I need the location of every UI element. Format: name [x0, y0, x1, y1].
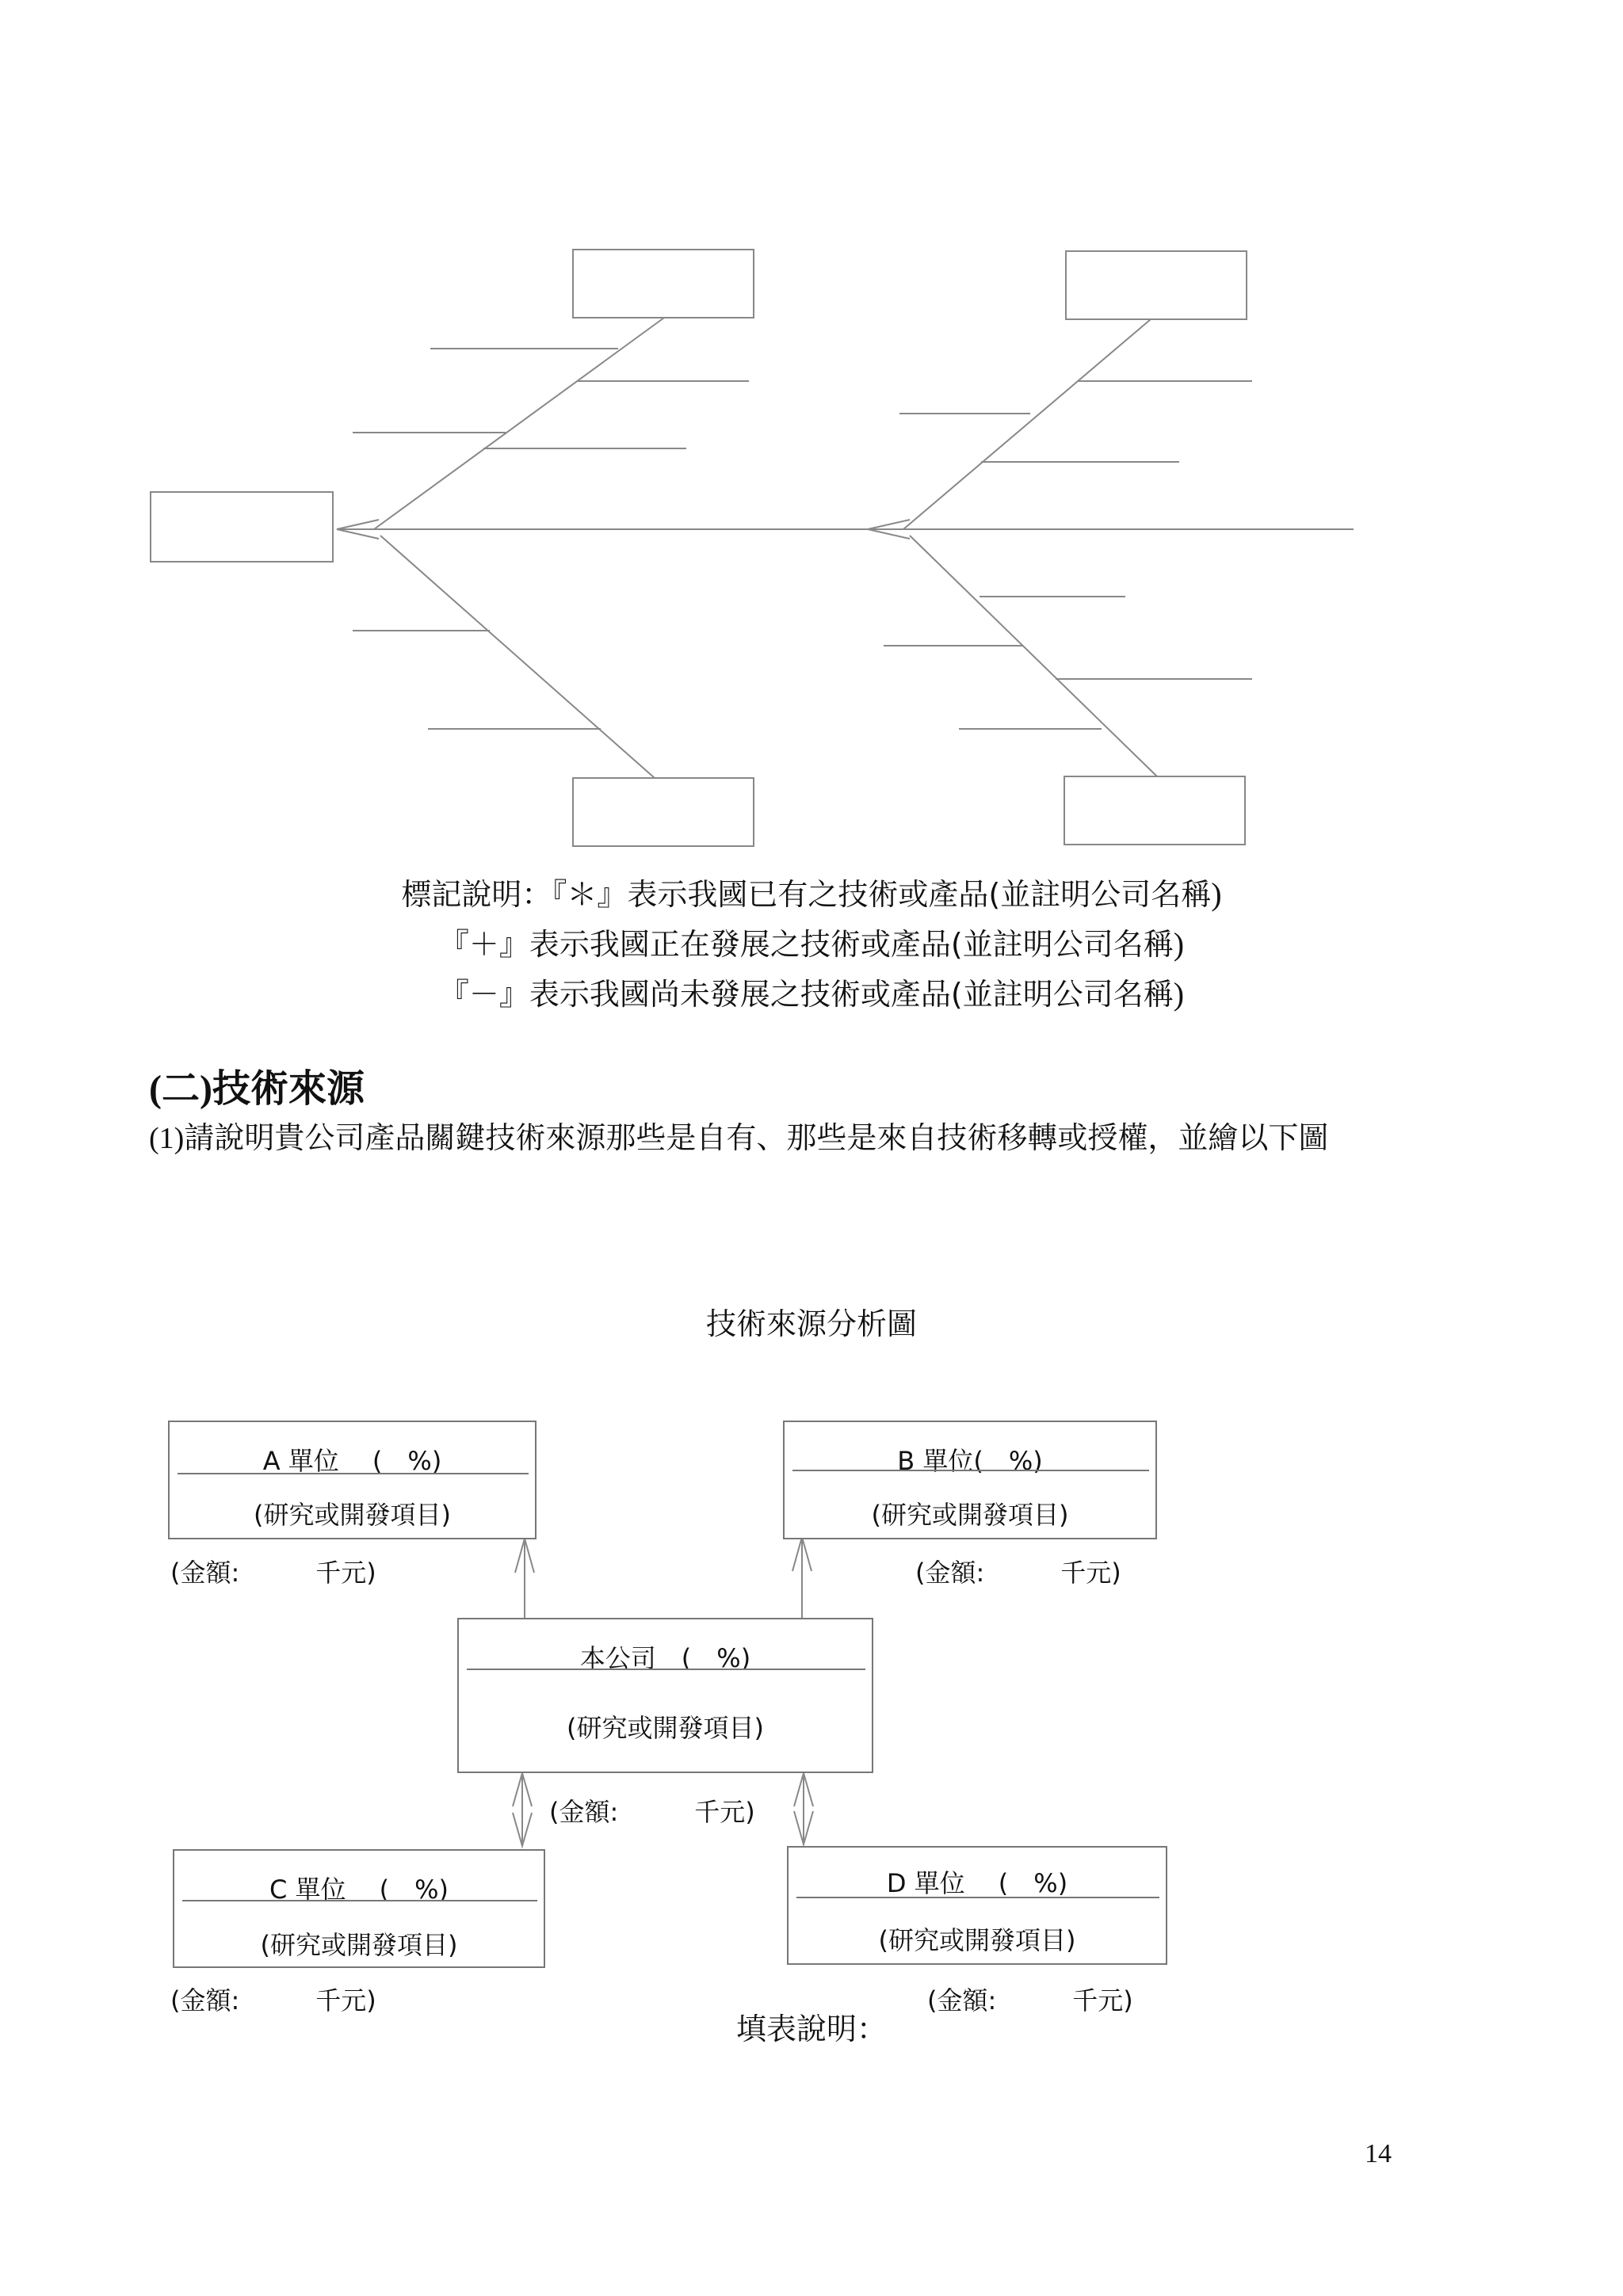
- company-project: (研究或開發項目): [567, 1713, 764, 1743]
- fishbone-diagram: [0, 0, 1623, 871]
- fishbone-box-bottom-right: [1064, 776, 1245, 845]
- fill-instructions-heading: 填表說明：: [735, 2012, 887, 2046]
- chart-title: 技術來源分析圖: [705, 1306, 917, 1341]
- fishbone-box-top-left: [573, 250, 754, 318]
- unit-c-amount-clip: [170, 1981, 487, 2016]
- unit-c-label: C 單位 ( %): [269, 1875, 449, 1905]
- unit-c-amount: (金額: 千元): [170, 1985, 376, 2016]
- unit-a-project: (研究或開發項目): [254, 1500, 451, 1530]
- unit-b-amount: (金額: 千元): [915, 1558, 1121, 1588]
- section-heading-text: 技術來源: [212, 1066, 365, 1111]
- fishbone-box-bottom-left: [573, 778, 754, 846]
- unit-a-amount: (金額: 千元): [170, 1558, 376, 1588]
- unit-b-project: (研究或開發項目): [871, 1500, 1069, 1530]
- unit-d-amount: (金額: 千元): [927, 1985, 1133, 2016]
- legend-text-2: 『＋』表示我國正在發展之技術或產品(並註明公司名稱: [438, 927, 1174, 962]
- unit-b-box: [783, 1421, 1157, 1539]
- legend-line-1: [0, 870, 1623, 913]
- unit-d-box: [787, 1846, 1167, 1965]
- unit-d-amount-clip: [927, 1981, 1244, 2016]
- company-label: 本公司 ( %): [579, 1643, 751, 1673]
- unit-c-box: [173, 1849, 545, 1968]
- fishbone-box-top-right: [1066, 251, 1247, 319]
- legend-tail-1: ): [1211, 876, 1222, 912]
- unit-d-label: D 單位 ( %): [886, 1868, 1068, 1898]
- unit-c-project: (研究或開發項目): [260, 1930, 458, 1960]
- section-heading-number: (二): [149, 1068, 212, 1110]
- legend-line-2: [0, 920, 1623, 963]
- legend-text-3: 『－』表示我國尚未發展之技術或產品(並註明公司名稱: [438, 977, 1174, 1012]
- section-heading: [149, 1058, 365, 1112]
- company-box: [457, 1618, 873, 1773]
- legend-tail-3: ): [1173, 976, 1185, 1012]
- legend-text-1: 標記說明：『＊』表示我國已有之技術或產品(並註明公司名稱: [401, 877, 1212, 912]
- instruction-paragraph: [149, 1113, 1385, 1163]
- company-amount: (金額: 千元): [549, 1797, 755, 1827]
- unit-d-project: (研究或開發項目): [878, 1925, 1076, 1955]
- fishbone-head-box: [151, 492, 333, 562]
- legend-tail-2: ): [1173, 926, 1185, 962]
- unit-b-label: B 單位( %): [897, 1446, 1043, 1476]
- page-number: 14: [1365, 2139, 1392, 2168]
- legend-line-3: [0, 970, 1623, 1013]
- unit-a-box: [168, 1421, 537, 1539]
- instruction-number: (1): [149, 1122, 185, 1155]
- instruction-text: 請說明貴公司產品關鍵技術來源那些是自有、那些是來自技術移轉或授權，並繪以下圖: [184, 1120, 1329, 1155]
- unit-a-label: A 單位 ( %): [262, 1446, 442, 1476]
